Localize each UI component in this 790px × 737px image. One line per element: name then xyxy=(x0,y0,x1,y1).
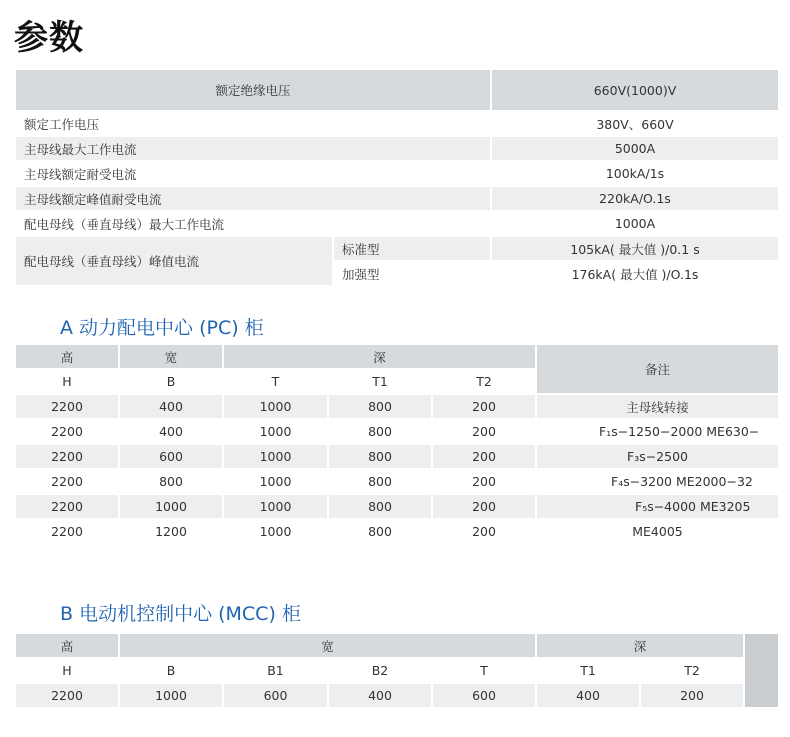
cell-h: 2200 xyxy=(16,445,118,468)
table-header-row xyxy=(16,659,778,682)
header-label: 额定绝缘电压 xyxy=(16,70,490,110)
col-header-t: T xyxy=(224,370,327,393)
param-value: 220kA/O.1s xyxy=(492,187,778,210)
cell-t2: 200 xyxy=(433,520,535,543)
param-label: 主母线最大工作电流 xyxy=(16,137,490,160)
cell-t: 1000 xyxy=(224,395,327,418)
cell-t2: 200 xyxy=(433,420,535,443)
cell-b: 600 xyxy=(120,445,222,468)
param-label: 额定工作电压 xyxy=(16,112,490,135)
parameters-table xyxy=(14,68,780,287)
col-header-shen: 深 xyxy=(224,345,535,368)
cell-t: 600 xyxy=(433,684,535,707)
cell-note: ME4005 xyxy=(537,520,778,543)
cell-b: 400 xyxy=(120,420,222,443)
cell-b: 800 xyxy=(120,470,222,493)
param-value: 380V、660V xyxy=(492,112,778,135)
cell-t2: 200 xyxy=(433,470,535,493)
cell-t2: 200 xyxy=(433,445,535,468)
cell-t1: 800 xyxy=(329,520,431,543)
param-subtype: 加强型 xyxy=(334,262,490,285)
col-header-gao: 高 xyxy=(16,345,118,368)
section-a-title: A 动力配电中心 (PC) 柜 xyxy=(60,317,264,339)
cell-h: 2200 xyxy=(16,395,118,418)
cell-t1: 800 xyxy=(329,395,431,418)
cell-note: 主母线转接 xyxy=(537,395,778,418)
cell-note: F₄s−3200 ME2000−32 xyxy=(537,470,778,493)
cell-t2: 200 xyxy=(433,395,535,418)
table-row xyxy=(16,495,778,518)
cell-h: 2200 xyxy=(16,470,118,493)
col-header-beizhu: 备注 xyxy=(537,345,778,393)
table-row xyxy=(16,470,778,493)
cell-b: 1000 xyxy=(120,684,222,707)
cell-t1: 800 xyxy=(329,445,431,468)
header-value: 660V(1000)V xyxy=(492,70,778,110)
mcc-table xyxy=(14,632,780,709)
table-row xyxy=(16,237,778,260)
cell-t: 1000 xyxy=(224,445,327,468)
table-row xyxy=(16,162,778,185)
table-header-row xyxy=(16,634,778,657)
col-header-b1: B1 xyxy=(224,659,327,682)
col-header-b: B xyxy=(120,659,222,682)
cell-b: 1000 xyxy=(120,495,222,518)
table-row xyxy=(16,112,778,135)
col-header-t2: T2 xyxy=(433,370,535,393)
table-row xyxy=(16,445,778,468)
table-row xyxy=(16,137,778,160)
col-header-t2: T2 xyxy=(641,659,743,682)
table-row xyxy=(16,212,778,235)
cell-t1: 800 xyxy=(329,420,431,443)
col-header-extra xyxy=(745,634,778,707)
col-header-b2: B2 xyxy=(329,659,431,682)
param-subtype: 标准型 xyxy=(334,237,490,260)
param-label: 配电母线（垂直母线）最大工作电流 xyxy=(16,212,490,235)
table-row xyxy=(16,520,778,543)
cell-note: F₃s−2500 xyxy=(537,445,778,468)
cell-note: F₅s−4000 ME3205 xyxy=(537,495,778,518)
col-header-t1: T1 xyxy=(329,370,431,393)
col-header-kuan: 宽 xyxy=(120,634,535,657)
param-label: 配电母线（垂直母线）峰值电流 xyxy=(16,237,332,285)
cell-t: 1000 xyxy=(224,520,327,543)
param-label: 主母线额定耐受电流 xyxy=(16,162,490,185)
col-header-t: T xyxy=(433,659,535,682)
table-row xyxy=(16,684,778,707)
cell-t1: 400 xyxy=(537,684,639,707)
cell-t1: 800 xyxy=(329,470,431,493)
cell-h: 2200 xyxy=(16,684,118,707)
cell-b: 400 xyxy=(120,395,222,418)
col-header-gao: 高 xyxy=(16,634,118,657)
param-value: 105kA( 最大值 )/0.1 s xyxy=(492,237,778,260)
pc-table xyxy=(14,343,780,545)
cell-t: 1000 xyxy=(224,420,327,443)
cell-h: 2200 xyxy=(16,520,118,543)
col-header-t1: T1 xyxy=(537,659,639,682)
cell-note: F₁s−1250−2000 ME630− xyxy=(537,420,778,443)
param-value: 5000A xyxy=(492,137,778,160)
cell-t: 1000 xyxy=(224,470,327,493)
cell-h: 2200 xyxy=(16,495,118,518)
cell-t: 1000 xyxy=(224,495,327,518)
col-header-b: B xyxy=(120,370,222,393)
param-value: 1000A xyxy=(492,212,778,235)
table-row xyxy=(16,187,778,210)
cell-b1: 600 xyxy=(224,684,327,707)
cell-h: 2200 xyxy=(16,420,118,443)
col-header-h: H xyxy=(16,659,118,682)
page-title: 参数 xyxy=(14,18,84,58)
cell-b2: 400 xyxy=(329,684,431,707)
cell-t2: 200 xyxy=(433,495,535,518)
param-label: 主母线额定峰值耐受电流 xyxy=(16,187,490,210)
cell-b: 1200 xyxy=(120,520,222,543)
section-b-title: B 电动机控制中心 (MCC) 柜 xyxy=(60,603,301,625)
param-value: 176kA( 最大值 )/O.1s xyxy=(492,262,778,285)
table-header-row xyxy=(16,345,778,368)
col-header-kuan: 宽 xyxy=(120,345,222,368)
cell-t2: 200 xyxy=(641,684,743,707)
col-header-shen: 深 xyxy=(537,634,743,657)
table-row xyxy=(16,395,778,418)
col-header-h: H xyxy=(16,370,118,393)
param-value: 100kA/1s xyxy=(492,162,778,185)
table-row xyxy=(16,420,778,443)
cell-t1: 800 xyxy=(329,495,431,518)
